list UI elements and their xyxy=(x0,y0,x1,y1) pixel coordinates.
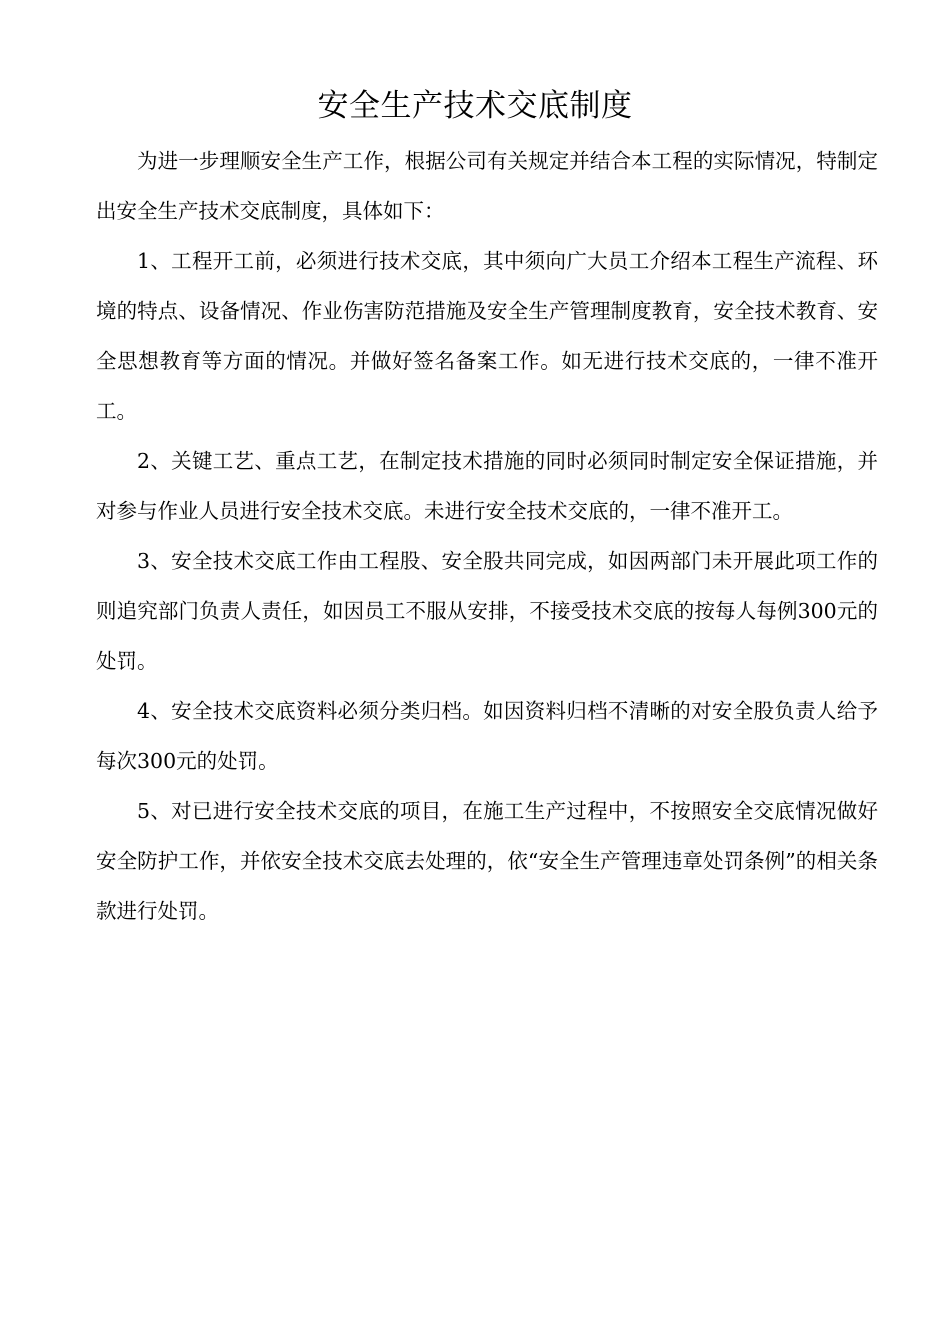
clause-4-paragraph: 4、安全技术交底资料必须分类归档。如因资料归档不清晰的对安全股负责人给予每次300元的处罚。 xyxy=(96,699,878,773)
clause-5-paragraph: 5、对已进行安全技术交底的项目，在施工生产过程中，不按照安全交底情况做好安全防护工作，并依安全技术交底去处理的，依“安全生产管理违章处罚条例”的相关条款进行处罚。 xyxy=(96,799,878,923)
clause-3-paragraph: 3、安全技术交底工作由工程股、安全股共同完成，如因两部门未开展此项工作的则追究部门负责人责任，如因员工不服从安排，不接受技术交底的按每人每例300元的处罚。 xyxy=(96,549,878,673)
clause-1-paragraph: 1、工程开工前，必须进行技术交底，其中须向广大员工介绍本工程生产流程、环境的特点、设备情况、作业伤害防范措施及安全生产管理制度教育，安全技术教育、安全思想教育等方面的情况。并做好签名备案工作。如无进行技术交底的，一律不准开工。 xyxy=(96,249,878,423)
document-body xyxy=(96,136,878,936)
clause-2-paragraph: 2、关键工艺、重点工艺，在制定技术措施的同时必须同时制定安全保证措施，并对参与作业人员进行安全技术交底。未进行安全技术交底的，一律不准开工。 xyxy=(96,449,878,523)
intro-paragraph: 为进一步理顺安全生产工作，根据公司有关规定并结合本工程的实际情况，特制定出安全生产技术交底制度，具体如下： xyxy=(96,149,878,223)
document-title: 安全生产技术交底制度 xyxy=(317,88,633,124)
